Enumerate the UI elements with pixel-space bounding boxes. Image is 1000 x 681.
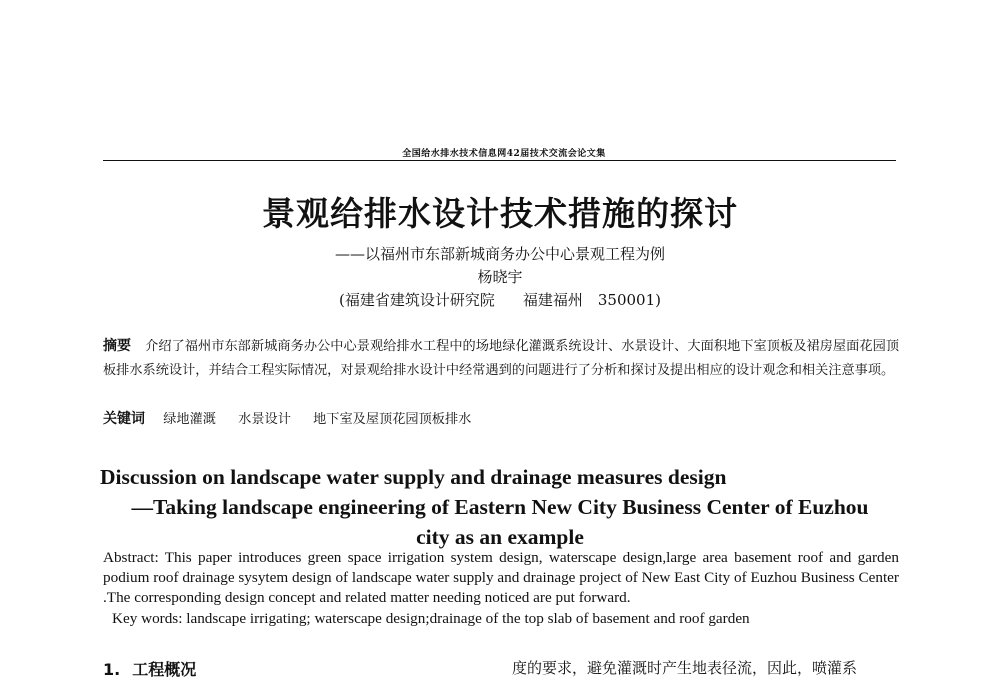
abstract-label: 摘要 [103,338,132,354]
keyword-item: 绿地灌溉 [163,412,216,427]
author-affiliation [100,289,900,310]
english-subtitle-line: city as an example [416,525,584,549]
chinese-abstract [103,334,899,383]
affiliation-place: 福建福州 350001) [522,291,661,309]
body-text-right-column: 度的要求，避免灌溉时产生地表径流，因此，喷灌系 [512,659,858,677]
english-title [100,462,900,552]
english-title-line: Discussion on landscape water supply and drainage measures design [100,465,727,489]
english-abstract: Abstract: This paper introduces green space irrigation system design, waterscape design,large area basement roof and garden podium roof drainage sysytem design of landscape water supply and drainage project of New East City of Euzhou Business Center .The corresponding design concept and related matter needing noticed are put forward. [103,549,899,606]
author-name: 杨晓宇 [477,268,523,286]
running-header: 全国给水排水技术信息网42届技术交流会论文集 [402,149,606,159]
chinese-title: 景观给排水设计技术措施的探讨 [262,194,738,233]
english-subtitle-line: —Taking landscape engineering of Eastern New City Business Center of Euzhou [131,495,869,519]
section-title: 工程概况 [132,660,197,679]
chinese-subtitle: ——以福州市东部新城商务办公中心景观工程为例 [334,245,665,263]
abstract-text: 介绍了福州市东部新城商务办公中心景观给排水工程中的场地绿化灌溉系统设计、水景设计、大面积地下室顶板及裙房屋面花园顶板排水系统设计，并结合工程实际情况，对景观给排水设计中经常遇到的问题进行了分析和探讨及提出相应的设计观念和相关注意事项。 [103,339,900,378]
affiliation-org: (福建省建筑设计研究院 [339,291,495,309]
header-rule [103,160,896,161]
keywords-label: 关键词 [103,411,145,427]
section-number: 1. [103,660,121,679]
section-heading [103,657,196,680]
english-keywords: Key words: landscape irrigating; waterscape design;drainage of the top slab of basement and roof garden [112,610,750,627]
keyword-item: 地下室及屋顶花园顶板排水 [313,412,472,427]
chinese-keywords [103,408,899,428]
keyword-item: 水景设计 [238,412,291,427]
